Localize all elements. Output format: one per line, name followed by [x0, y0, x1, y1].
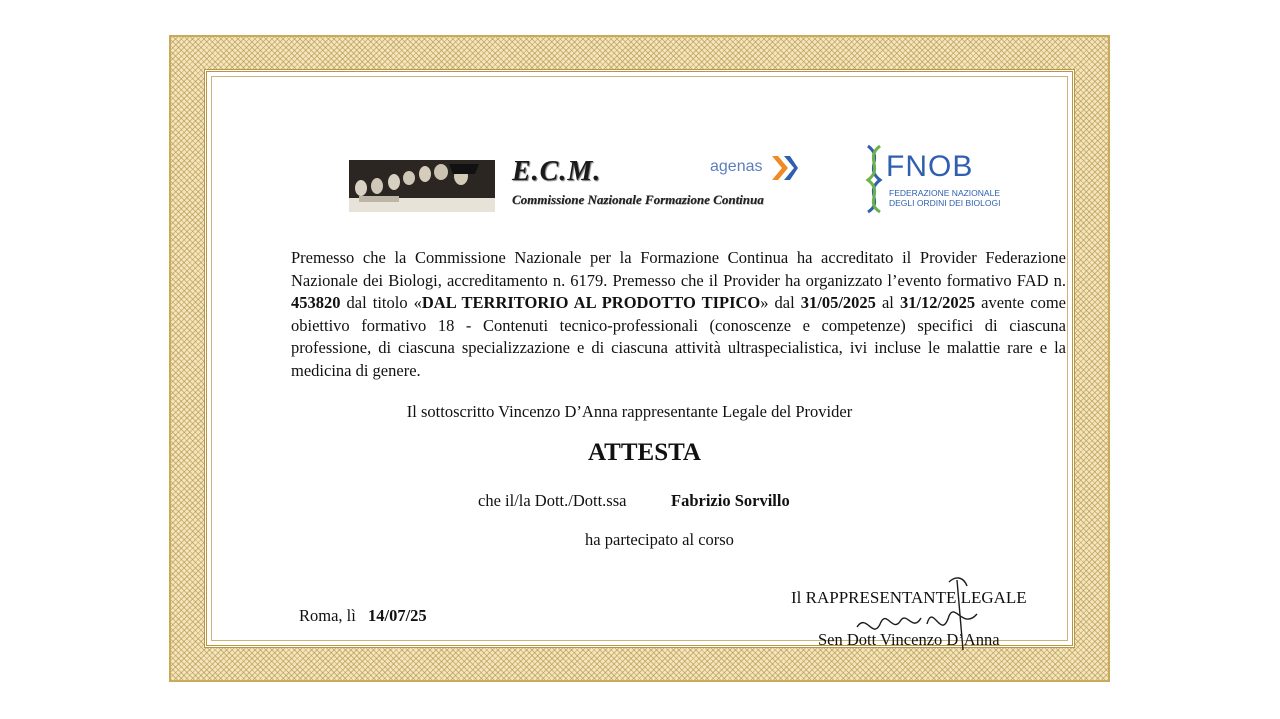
fnob-logo-sub-line1: FEDERAZIONE NAZIONALE: [889, 188, 1000, 198]
agenas-logo: [710, 152, 800, 188]
issue-place: Roma, lì: [299, 606, 356, 625]
fnob-logo-subtitle: [889, 188, 1000, 208]
ecm-title: E.C.M.: [512, 156, 602, 187]
undersigned-statement: Il sottoscritto Vincenzo D’Anna rappresentante Legale del Provider: [406, 402, 853, 421]
ecm-subtitle: Commissione Nazionale Formazione Continua: [512, 192, 764, 207]
fnob-logo-sub-line2: DEGLI ORDINI DEI BIOLOGI: [889, 198, 1001, 208]
paragraph-part-5: avente come obiettivo formativo 18 - Contenuti tecnico-professionali (conoscenze e competenze) specifici di ciascuna professione, di ciascuna specializzazione e di ciascuna attività ultraspecialistica, ivi incluse le malattie rare e la medicina di genere.: [291, 293, 1066, 380]
paragraph-part-4: al: [875, 293, 900, 313]
participant-name: Fabrizio Sorvillo: [671, 491, 790, 510]
attesta-heading: ATTESTA: [587, 439, 701, 466]
anatomy-lesson-painting-icon: [349, 160, 495, 212]
paragraph-part-1: Premesso che la Commissione Nazionale per la Formazione Continua ha accreditato il Provider Federazione Nazionale dei Biologi, accreditamento n. 6179. Premesso che il Provider ha organizzato l’evento formativo FAD n.: [291, 248, 1066, 290]
participant-label: che il/la Dott./Dott.ssa: [478, 491, 627, 510]
accreditation-paragraph: [291, 247, 1066, 383]
paragraph-part-3: » dal: [760, 293, 801, 313]
event-number: 453820: [291, 293, 341, 313]
dna-helix-icon: [862, 144, 886, 214]
issue-date: 14/07/25: [368, 606, 427, 625]
certificate-inner-panel: [204, 69, 1075, 648]
legal-representative-name: Sen Dott Vincenzo D’Anna: [818, 630, 1000, 649]
event-title: DAL TERRITORIO AL PRODOTTO TIPICO: [421, 293, 761, 313]
paragraph-part-2: dal titolo «: [340, 293, 422, 313]
certificate-frame: [169, 35, 1110, 682]
agenas-mark-icon: [768, 152, 800, 184]
fnob-logo-text: FNOB: [886, 150, 974, 183]
end-date: 31/12/2025: [899, 293, 976, 313]
start-date: 31/05/2025: [800, 293, 876, 313]
legal-representative-title: Il RAPPRESENTANTE LEGALE: [791, 588, 1027, 607]
handwritten-signature: [837, 572, 1017, 652]
agenas-logo-text: agenas: [710, 158, 763, 175]
course-statement: ha partecipato al corso: [585, 530, 734, 549]
fnob-logo: [862, 144, 1007, 214]
